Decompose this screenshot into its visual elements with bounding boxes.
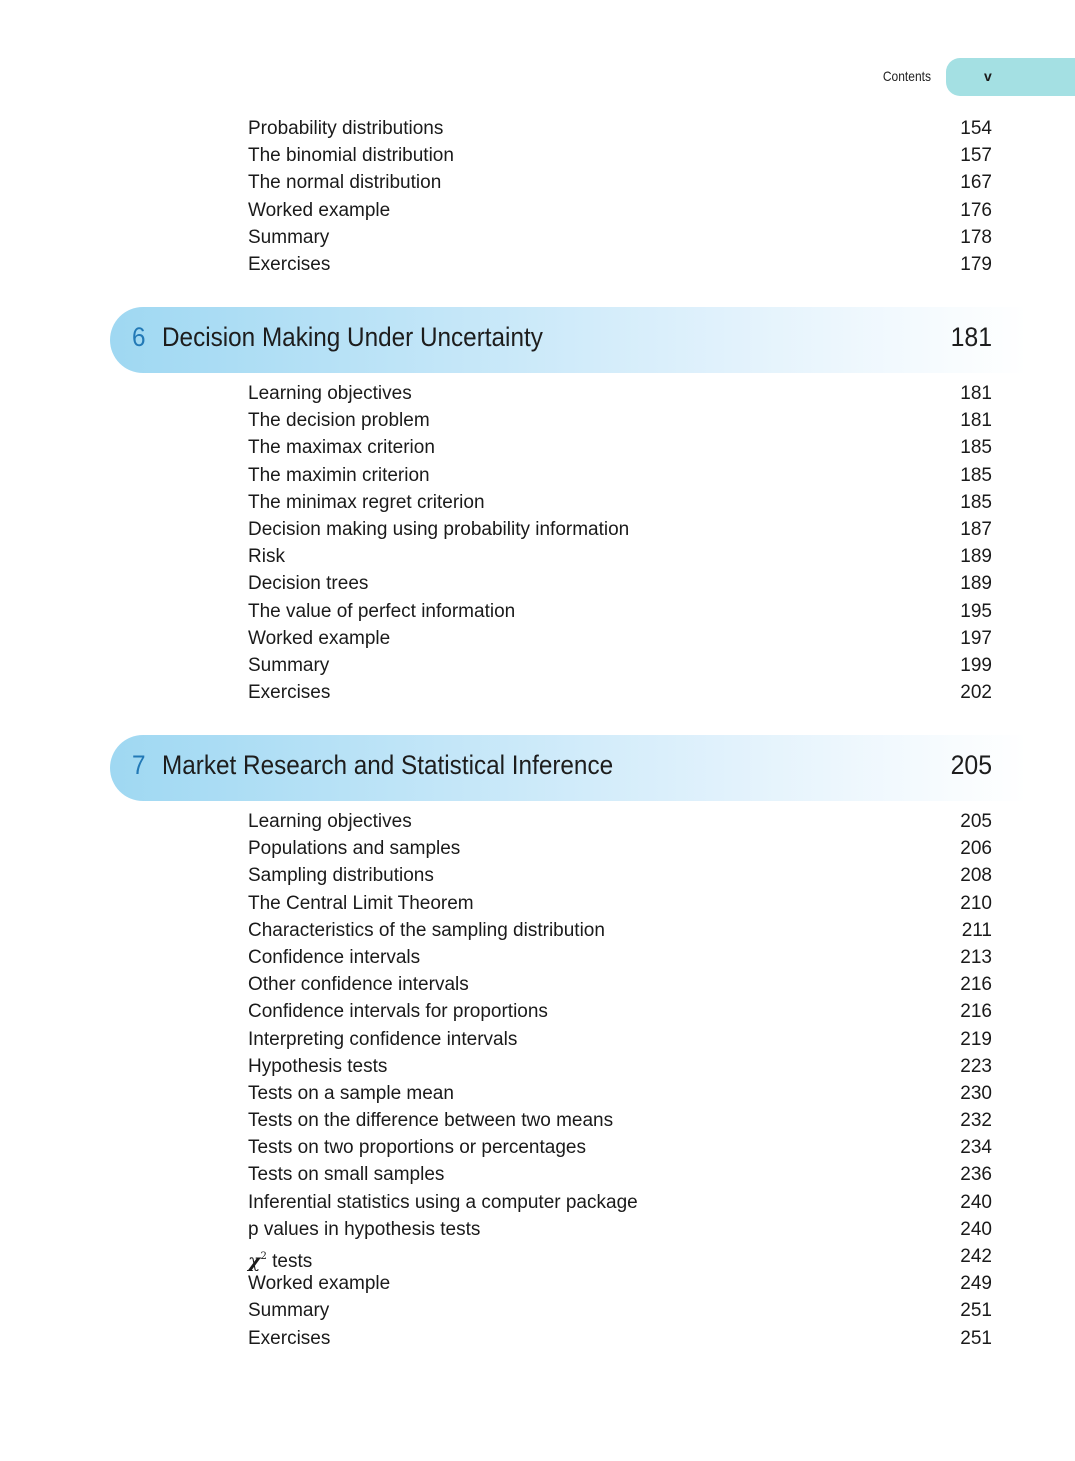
toc-entry-page: 216 <box>960 1001 992 1023</box>
toc-entry[interactable] <box>248 998 992 1025</box>
toc-entry-title: Worked example <box>248 199 391 221</box>
page-number-tab <box>946 58 1075 96</box>
toc-entry-page: 210 <box>960 892 992 914</box>
chapter-number: 7 <box>132 750 146 780</box>
toc-entry-title: Probability distributions <box>248 118 444 139</box>
toc-entry-title: Tests on a sample mean <box>248 1082 454 1104</box>
toc-entry-page: 236 <box>960 1164 992 1186</box>
toc-entry-title: Decision making using probability information <box>248 518 630 540</box>
toc-entry-title: tests <box>272 1251 313 1272</box>
toc-entry-title: Other confidence intervals <box>248 974 469 996</box>
toc-entry[interactable] <box>248 1053 992 1080</box>
toc-entry[interactable] <box>248 1216 992 1243</box>
toc-entry[interactable] <box>248 917 992 944</box>
toc-entry[interactable] <box>248 489 992 516</box>
chapter-title: Market Research and Statistical Inference <box>162 750 614 780</box>
page-number: v <box>984 68 992 84</box>
toc-entry-page: 223 <box>960 1055 992 1077</box>
chapter-page: 205 <box>950 750 992 780</box>
toc-entry[interactable] <box>248 1297 992 1324</box>
toc-entry[interactable] <box>248 1161 992 1188</box>
toc-entry[interactable] <box>248 543 992 570</box>
toc-entry[interactable] <box>248 1107 992 1134</box>
toc-entry-title: Summary <box>248 226 330 248</box>
toc-entry-title: Exercises <box>248 682 331 704</box>
toc-entry-title: The value of perfect information <box>248 600 516 622</box>
toc-entry-page: 219 <box>960 1028 992 1050</box>
toc-list-chapter-6 <box>248 380 992 706</box>
toc-entry-page: 249 <box>960 1273 992 1295</box>
toc-entry[interactable] <box>248 944 992 971</box>
chapter-7-heading[interactable] <box>110 735 1075 801</box>
toc-list-chapter-7 <box>248 808 992 1352</box>
toc-entry-title: The Central Limit Theorem <box>248 892 474 914</box>
toc-entry[interactable] <box>248 462 992 489</box>
chapter-number: 6 <box>132 322 146 352</box>
toc-entry[interactable] <box>248 1325 992 1352</box>
toc-entry-title: Interpreting confidence intervals <box>248 1028 518 1050</box>
toc-entry-title: Characteristics of the sampling distribution <box>248 919 605 941</box>
toc-entry[interactable] <box>248 169 992 196</box>
toc-entry[interactable] <box>248 1134 992 1161</box>
toc-entry[interactable] <box>248 1026 992 1053</box>
toc-entry-page: 202 <box>960 682 992 704</box>
toc-entry-page: 205 <box>960 811 992 832</box>
toc-entry-page: 240 <box>960 1218 992 1240</box>
toc-entry[interactable] <box>248 890 992 917</box>
toc-entry-title: Learning objectives <box>248 811 412 832</box>
toc-entry-page: 178 <box>960 226 992 248</box>
toc-entry[interactable] <box>248 679 992 706</box>
toc-entry-page: 154 <box>960 118 992 139</box>
toc-entry-page: 185 <box>960 464 992 486</box>
toc-entry-page: 234 <box>960 1137 992 1159</box>
toc-entry[interactable] <box>248 652 992 679</box>
toc-entry-page: 167 <box>960 172 992 194</box>
toc-entry-title: Tests on small samples <box>248 1164 445 1186</box>
toc-entry-page: 208 <box>960 865 992 887</box>
toc-entry-page: 181 <box>960 383 992 404</box>
toc-entry-page: 179 <box>960 253 992 275</box>
toc-entry-title: The maximin criterion <box>248 464 430 486</box>
toc-entry-page: 240 <box>960 1191 992 1213</box>
toc-entry[interactable] <box>248 598 992 625</box>
toc-entry-title: Risk <box>248 546 285 568</box>
toc-entry-page: 206 <box>960 838 992 860</box>
toc-entry[interactable] <box>248 625 992 652</box>
toc-entry-page: 185 <box>960 491 992 513</box>
toc-entry-page: 176 <box>960 199 992 221</box>
toc-entry[interactable] <box>248 407 992 434</box>
chapter-6-heading[interactable] <box>110 307 1075 373</box>
toc-entry[interactable] <box>248 835 992 862</box>
toc-entry[interactable] <box>248 434 992 461</box>
toc-entry-page: 251 <box>960 1300 992 1322</box>
toc-entry-page: 230 <box>960 1082 992 1104</box>
toc-entry-page: 213 <box>960 946 992 968</box>
toc-entry-title: p values in hypothesis tests <box>248 1218 481 1240</box>
toc-entry-title: Worked example <box>248 1273 391 1295</box>
chi-superscript: 2 <box>260 1251 267 1262</box>
toc-entry[interactable] <box>248 516 992 543</box>
toc-entry[interactable] <box>248 197 992 224</box>
toc-entry-title: Confidence intervals for proportions <box>248 1001 548 1023</box>
chi-letter: χ <box>248 1250 261 1272</box>
toc-entry-title: Exercises <box>248 253 331 275</box>
toc-entry-title: The normal distribution <box>248 172 442 194</box>
toc-entry[interactable] <box>248 1189 992 1216</box>
toc-entry-title: The decision problem <box>248 410 430 432</box>
toc-entry-page: 197 <box>960 627 992 649</box>
toc-entry-page: 242 <box>960 1246 992 1267</box>
toc-entry-title: Decision trees <box>248 573 369 595</box>
toc-entry[interactable] <box>248 808 992 835</box>
toc-entry-page: 211 <box>961 919 992 941</box>
toc-entry-page: 189 <box>960 573 992 595</box>
toc-entry-title: Exercises <box>248 1327 331 1349</box>
toc-entry[interactable] <box>248 224 992 251</box>
toc-entry-title: Worked example <box>248 627 391 649</box>
toc-entry[interactable] <box>248 570 992 597</box>
toc-entry-title: Tests on two proportions or percentages <box>248 1137 586 1159</box>
toc-entry-page: 195 <box>960 600 992 622</box>
toc-entry-title: Summary <box>248 1300 330 1322</box>
toc-entry-title: Tests on the difference between two means <box>248 1110 614 1132</box>
toc-entry-page: 187 <box>960 518 992 540</box>
running-title: Contents <box>882 68 931 84</box>
toc-entry[interactable] <box>248 1270 992 1297</box>
toc-entry[interactable] <box>248 1080 992 1107</box>
toc-entry-page: 181 <box>960 410 992 432</box>
toc-entry[interactable] <box>248 380 992 407</box>
chapter-title: Decision Making Under Uncertainty <box>162 322 543 352</box>
toc-entry[interactable] <box>248 251 992 278</box>
running-header <box>0 58 1075 96</box>
toc-entry-page: 185 <box>960 437 992 459</box>
toc-entry-title: Sampling distributions <box>248 865 434 887</box>
toc-entry-title: Learning objectives <box>248 383 412 404</box>
toc-list-continued <box>248 115 992 278</box>
toc-entry-title: The minimax regret criterion <box>248 491 485 513</box>
toc-entry-title: The maximax criterion <box>248 437 435 459</box>
toc-entry-title: Inferential statistics using a computer package <box>248 1191 638 1213</box>
toc-entry[interactable] <box>248 115 992 142</box>
toc-entry-title: The binomial distribution <box>248 145 454 167</box>
toc-entry-page: 232 <box>960 1110 992 1132</box>
toc-entry-page: 216 <box>960 974 992 996</box>
toc-entry-title: Populations and samples <box>248 838 461 860</box>
chapter-page: 181 <box>950 322 992 352</box>
toc-entry-page: 251 <box>960 1327 992 1349</box>
toc-entry-title: Summary <box>248 654 330 676</box>
toc-entry-page: 157 <box>960 145 992 167</box>
toc-entry-title: Hypothesis tests <box>248 1055 388 1077</box>
toc-entry[interactable] <box>248 862 992 889</box>
toc-entry-title: Confidence intervals <box>248 946 421 968</box>
toc-entry[interactable] <box>248 1243 992 1270</box>
chi-symbol <box>248 1250 267 1272</box>
toc-entry-page: 199 <box>960 654 992 676</box>
toc-entry-page: 189 <box>960 546 992 568</box>
toc-entry[interactable] <box>248 142 992 169</box>
toc-entry[interactable] <box>248 971 992 998</box>
